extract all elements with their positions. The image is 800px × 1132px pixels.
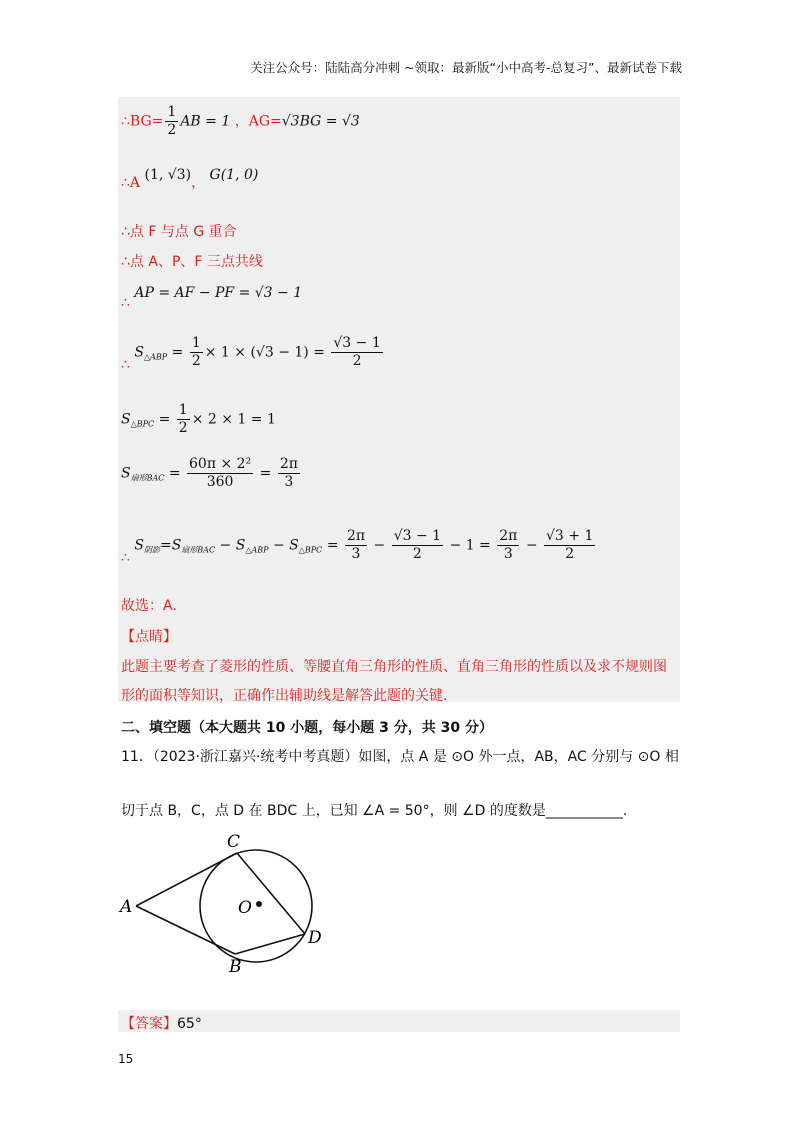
choice-line: 故选：A. xyxy=(121,598,177,614)
g-coords: G(1, 0) xyxy=(209,167,259,183)
note-line-1: 此题主要考查了菱形的性质、等腰直角三角形的性质、直角三角形的性质以及求不规则图 xyxy=(121,659,667,675)
question-11-line-1: 11．（2023·浙江嘉兴·统考中考真题）如图，点 A 是 ⊙O 外一点，AB，AC 分别与 ⊙O 相 xyxy=(121,749,679,765)
line-collinear: ∴点 A、P、F 三点共线 xyxy=(121,254,263,270)
line-s-abp: ∴ $S_{\triangle ABP}$ = $\frac{1}{2}$ × 1 × (√3 − 1) = $\frac{√3 - 1}{2}$ xyxy=(121,335,381,373)
bg-label: BG= xyxy=(129,113,164,130)
label-o: O xyxy=(238,898,252,918)
question-11-line-2: 切于点 B，C，点 D 在 BDC 上，已知 ∠A = 50°，则 ∠D 的度数是___________. xyxy=(121,803,628,819)
ag-expr: √3BG = √3 xyxy=(281,113,360,130)
ap-expr: AP = AF − PF = √3 − 1 xyxy=(134,285,303,301)
section-title: 二、填空题（本大题共 10 小题，每小题 3 分，共 30 分） xyxy=(121,720,493,736)
ag-label: ，AG= xyxy=(234,113,282,130)
line-bg-ag xyxy=(121,104,360,139)
label-a: A xyxy=(120,897,133,917)
half-fraction: $\frac{1}{2}$ xyxy=(167,104,177,138)
note-title: 【点睛】 xyxy=(121,629,177,645)
bg-expr: AB = 1 xyxy=(180,113,231,130)
label-c: C xyxy=(227,832,241,852)
line-s-shadow: ∴ $S_{阴影}=S_{扇形BAC} - S_{\triangle ABP} - S_{\triangle BPC}$ = $\frac{2\pi}{3}$ − $\frac{√3 - 1}{2}$ − 1 = $\frac{2\pi}{3}$ − $\frac{√3 + 1}{2}$ xyxy=(121,528,594,566)
page-header: 关注公众号：陆陆高分冲刺 ~领取：最新版“小中高考-总复习”、最新试卷下载 xyxy=(250,60,682,75)
answer-line xyxy=(121,1013,202,1033)
sector-fraction: $\frac{\text{60π × 2²}}{360}$ xyxy=(189,456,252,490)
line-f-g: ∴点 F 与点 G 重合 xyxy=(121,224,237,240)
circle-tangent-figure xyxy=(115,830,375,980)
label-d: D xyxy=(308,928,322,948)
label-b: B xyxy=(229,957,242,977)
a-coords: (1, √3) xyxy=(144,167,192,183)
answer-label: 【答案】 xyxy=(121,1016,177,1032)
sqrt3-minus-1-fraction: $\frac{√3 - 1}{2}$ xyxy=(333,335,381,369)
line-ap: ∴ AP = AF − PF = √3 − 1 xyxy=(121,285,303,311)
line-s-sector: $S_{扇形BAC}$ = $\frac{\text{60π × 2²}}{360}$ = $\frac{2\pi}{3}$ xyxy=(121,456,298,490)
tangent-ab xyxy=(136,906,235,954)
chord-bd xyxy=(235,934,305,954)
line-coords: ∴A (1, √3)， G(1, 0) xyxy=(121,167,259,191)
note-line-2: 形的面积等知识，正确作出辅助线是解答此题的关键. xyxy=(121,688,448,704)
therefore-symbol: ∴ xyxy=(121,113,130,130)
point-a-label: A xyxy=(129,175,141,191)
tangent-ac xyxy=(136,853,237,906)
answer-block xyxy=(118,1010,680,1032)
center-dot xyxy=(256,901,262,907)
page-number: 15 xyxy=(118,1052,134,1066)
line-s-bpc: $S_{\triangle BPC}$ = $\frac{1}{2}$ × 2 × 1 = 1 xyxy=(121,402,276,436)
answer-value: 65° xyxy=(177,1016,202,1032)
